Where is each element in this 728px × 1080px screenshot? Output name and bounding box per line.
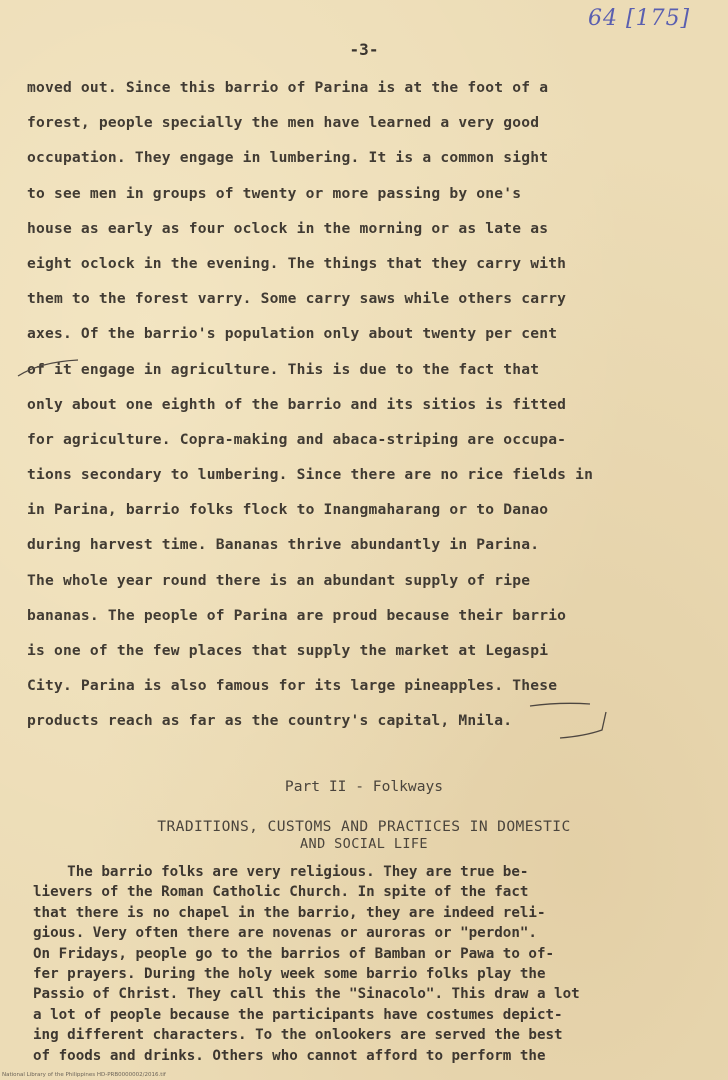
text-line: during harvest time. Bananas thrive abundantly in Parina. bbox=[27, 536, 540, 554]
text-line: bananas. The people of Parina are proud because their barrio bbox=[27, 606, 567, 624]
text-line: a lot of people because the participants have costumes depict- bbox=[33, 1006, 563, 1023]
text-line: On Fridays, people go to the barrios of Bamban or Pawa to of- bbox=[33, 945, 555, 962]
text-line: products reach as far as the country's capital, Mnila. bbox=[27, 712, 513, 730]
scan-footer: National Library of the Philippines HD-PRB0000002/2016.tif bbox=[2, 1072, 166, 1078]
text-line: house as early as four oclock in the morning or as late as bbox=[27, 219, 549, 237]
paragraph-2 bbox=[33, 862, 723, 1066]
handwritten-page-annotation: 64 [175] bbox=[588, 6, 691, 31]
text-line: tions secondary to lumbering. Since there are no rice fields in bbox=[27, 466, 594, 484]
text-line: lievers of the Roman Catholic Church. In spite of the fact bbox=[33, 884, 529, 901]
text-line: fer prayers. During the holy week some barrio folks play the bbox=[33, 965, 546, 982]
text-line: of it engage in agriculture. This is due to the fact that bbox=[27, 360, 540, 378]
text-line: The barrio folks are very religious. They are true be- bbox=[33, 864, 529, 880]
text-line: occupation. They engage in lumbering. It is a common sight bbox=[27, 149, 549, 167]
section-heading: TRADITIONS, CUSTOMS AND PRACTICES IN DOMESTIC bbox=[157, 818, 571, 835]
text-line: for agriculture. Copra-making and abaca-striping are occupa- bbox=[27, 430, 567, 448]
text-line: that there is no chapel in the barrio, they are indeed reli- bbox=[33, 904, 546, 921]
text-line: City. Parina is also famous for its large pineapples. These bbox=[27, 677, 558, 695]
text-line: Passio of Christ. They call this the "Sinacolo". This draw a lot bbox=[33, 986, 580, 1003]
text-line: ing different characters. To the onlookers are served the best bbox=[33, 1027, 563, 1044]
text-line: them to the forest varry. Some carry saws while others carry bbox=[27, 290, 567, 308]
section-heading-continued: AND SOCIAL LIFE bbox=[300, 836, 428, 852]
text-line: gious. Very often there are novenas or auroras or "perdon". bbox=[33, 925, 537, 942]
text-line: only about one eighth of the barrio and its sitios is fitted bbox=[27, 395, 567, 413]
page-number: -3- bbox=[349, 40, 379, 59]
text-line: moved out. Since this barrio of Parina is at the foot of a bbox=[27, 79, 549, 96]
text-line: forest, people specially the men have learned a very good bbox=[27, 114, 540, 132]
paragraph-1 bbox=[27, 74, 717, 743]
part-heading: Part II - Folkways bbox=[284, 778, 444, 795]
text-line: to see men in groups of twenty or more passing by one's bbox=[27, 184, 522, 202]
text-line: in Parina, barrio folks flock to Inangmaharang or to Danao bbox=[27, 501, 549, 519]
text-line: The whole year round there is an abundant supply of ripe bbox=[27, 571, 531, 589]
text-line: eight oclock in the evening. The things that they carry with bbox=[27, 254, 567, 272]
text-line: axes. Of the barrio's population only about twenty per cent bbox=[27, 325, 558, 343]
text-line: is one of the few places that supply the market at Legaspi bbox=[27, 642, 549, 659]
text-line: of foods and drinks. Others who cannot afford to perform the bbox=[33, 1047, 546, 1064]
